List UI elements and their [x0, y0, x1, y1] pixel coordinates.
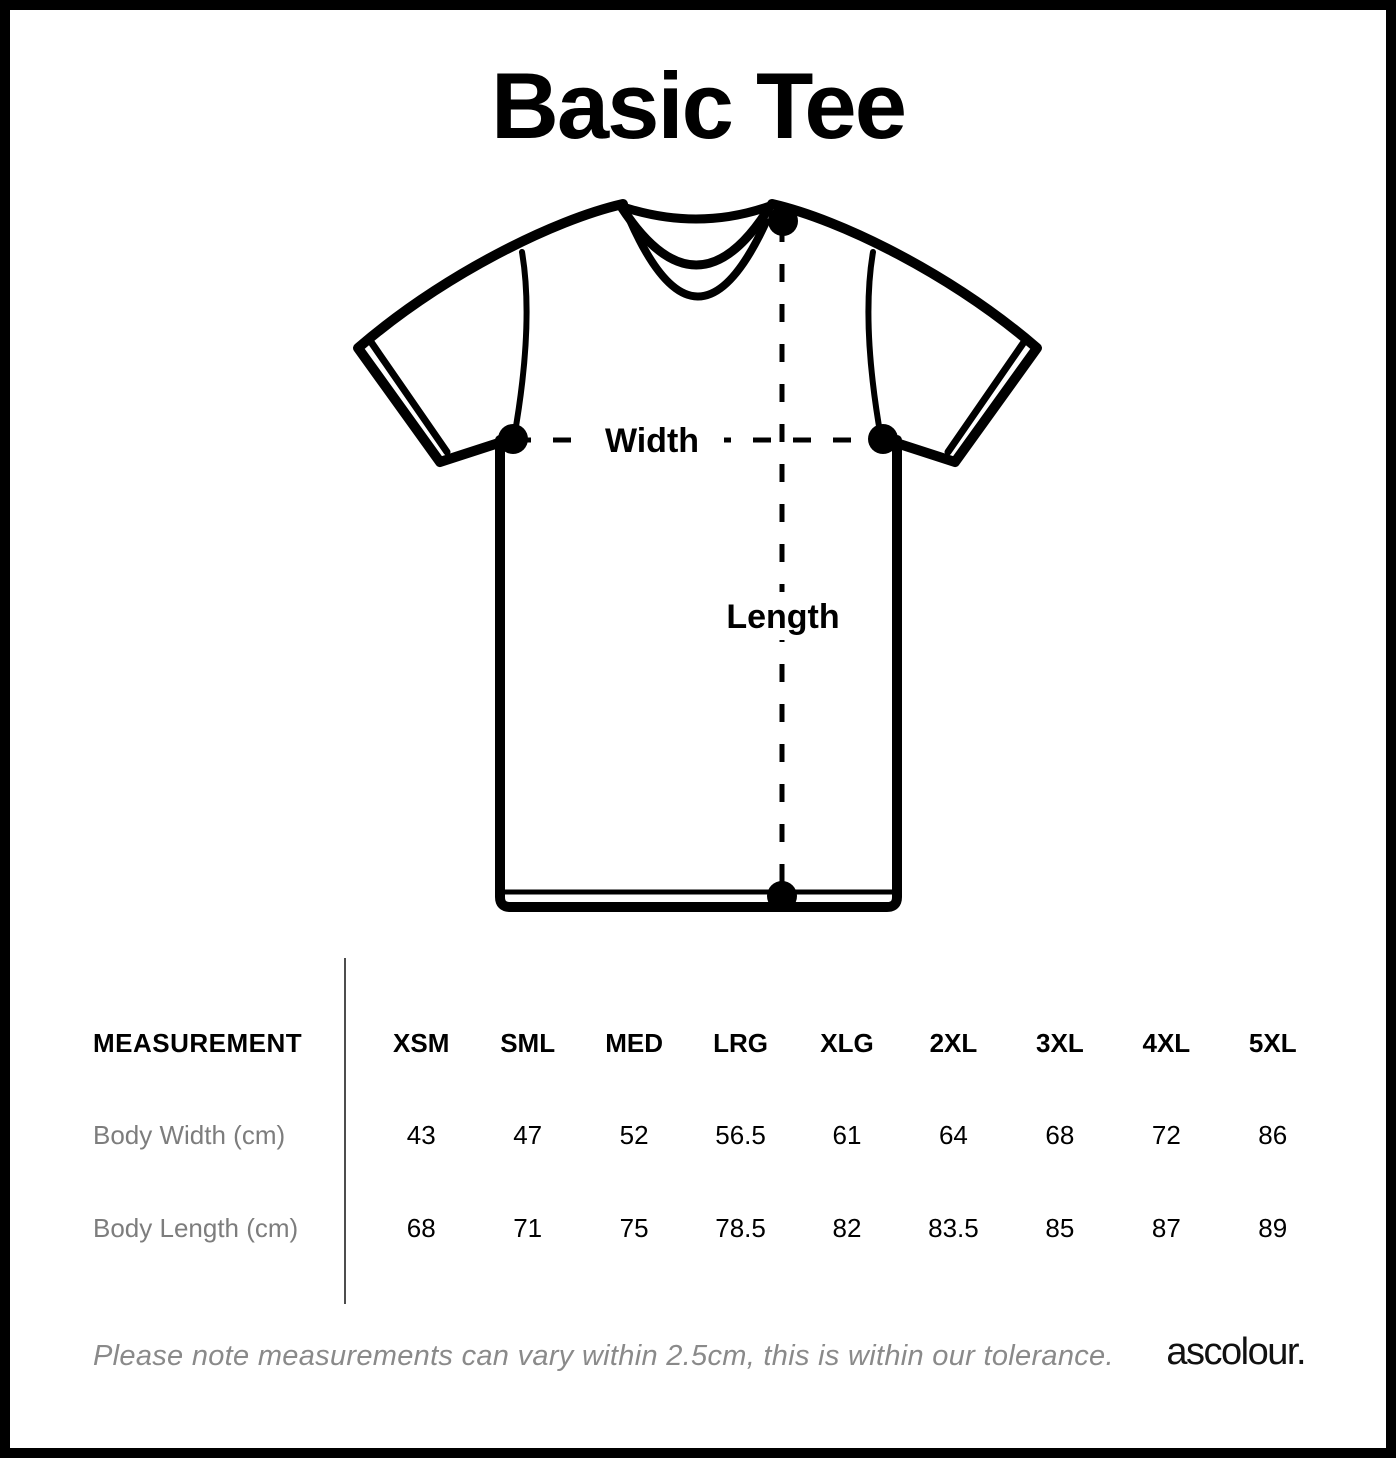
size-header: SML — [500, 1028, 556, 1058]
tshirt-diagram — [340, 185, 1060, 925]
size-header: XLG — [820, 1028, 874, 1058]
page-title: Basic Tee — [491, 53, 905, 158]
tolerance-note: Please note measurements can vary within 2.5cm, this is within our tolerance. — [93, 1340, 1114, 1372]
table-header-row — [0, 1023, 1396, 1063]
row-values — [368, 1208, 1326, 1248]
table-cell: 68 — [406, 1213, 436, 1243]
measurement-header: MEASUREMENT — [93, 1028, 303, 1058]
width-label: Width — [604, 422, 700, 460]
tshirt-collar-back-line — [620, 206, 770, 219]
brand-logo: ascolour. — [1166, 1331, 1305, 1373]
hem-point-dot — [767, 881, 797, 911]
table-cell: 64 — [938, 1120, 968, 1150]
length-label: Length — [726, 598, 840, 636]
tshirt-collar-inner-arc — [630, 220, 766, 297]
table-cell: 56.5 — [715, 1120, 766, 1150]
table-cell: 83.5 — [928, 1213, 979, 1243]
row-label: Body Width (cm) — [93, 1120, 286, 1150]
size-header: MED — [605, 1028, 663, 1058]
row-label: Body Length (cm) — [93, 1213, 299, 1243]
tshirt-body-outline — [500, 440, 897, 907]
tshirt-left-cuff-line — [371, 342, 447, 452]
size-headers — [368, 1023, 1326, 1063]
left-armpit-dot — [498, 424, 528, 454]
table-cell: 87 — [1151, 1213, 1181, 1243]
table-cell: 43 — [406, 1120, 436, 1150]
table-row-body-length — [0, 1208, 1396, 1248]
table-cell: 82 — [832, 1213, 862, 1243]
table-cell: 78.5 — [715, 1213, 766, 1243]
row-values — [368, 1115, 1326, 1155]
size-header: 4XL — [1142, 1028, 1191, 1058]
table-cell: 61 — [832, 1120, 862, 1150]
tshirt-right-armhole-seam — [868, 252, 881, 438]
size-header: 2XL — [929, 1028, 978, 1058]
table-cell: 71 — [513, 1213, 543, 1243]
table-cell: 68 — [1045, 1120, 1075, 1150]
table-cell: 75 — [619, 1213, 649, 1243]
table-cell: 85 — [1045, 1213, 1075, 1243]
size-header: 3XL — [1036, 1028, 1084, 1058]
table-row-body-width — [0, 1115, 1396, 1155]
size-header: LRG — [713, 1028, 768, 1058]
right-armpit-dot — [868, 424, 898, 454]
tshirt-right-sleeve-outline — [772, 204, 1037, 462]
size-header: 5XL — [1248, 1028, 1297, 1058]
table-cell: 86 — [1258, 1120, 1288, 1150]
shoulder-point-dot — [768, 206, 798, 236]
tshirt-left-armhole-seam — [514, 252, 527, 438]
table-cell: 89 — [1258, 1213, 1288, 1243]
table-cell: 52 — [619, 1120, 649, 1150]
table-cell: 47 — [513, 1120, 543, 1150]
table-cell: 72 — [1151, 1120, 1181, 1150]
tshirt-right-cuff-line — [948, 342, 1024, 452]
size-header: XSM — [393, 1028, 450, 1058]
